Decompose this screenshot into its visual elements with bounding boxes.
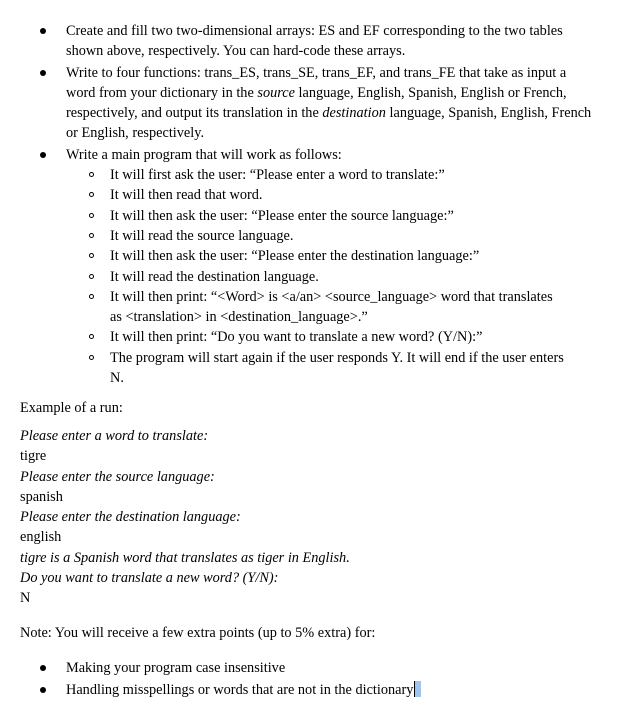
program-step: It will first ask the user: “Please enter a word to translate:” [65, 165, 596, 185]
run-line: Please enter a word to translate: [20, 428, 209, 444]
emphasis-destination: destination [322, 105, 386, 122]
example-run [20, 426, 620, 609]
run-line: N [20, 590, 31, 607]
task-item-arrays [0, 21, 630, 62]
run-line: spanish [20, 488, 63, 505]
bonus-item [0, 657, 630, 679]
program-step: It will then ask the user: “Please enter the source language:” [65, 206, 596, 226]
emphasis-source: source [257, 84, 295, 101]
run-line: Do you want to translate a new word? (Y/N): [20, 570, 279, 587]
text-cursor [414, 681, 421, 697]
task-text: language, Spanish, English, French or English, respectively. [66, 105, 592, 142]
program-step: It will read the source language. [65, 226, 596, 246]
program-steps [65, 165, 596, 388]
run-line: Please enter the destination language: [20, 509, 241, 526]
bonus-list [0, 657, 630, 701]
run-line: Please enter the source language: [20, 468, 215, 485]
task-item-main-program [0, 145, 630, 389]
program-step: The program will start again if the user responds Y. It will end if the user enters N. [65, 348, 596, 389]
task-item-functions [0, 63, 630, 144]
program-step: It will then read that word. [65, 185, 596, 205]
task-text: language, English, Spanish, English or French, respectively, and output its translation in the [66, 84, 567, 122]
task-text: Write a main program that will work as follows: [66, 146, 342, 163]
program-step: It will read the destination language. [65, 267, 596, 287]
task-list [0, 21, 630, 388]
task-text: Write to four functions: trans_ES, trans_SE, trans_EF, and trans_FE that take as input a word from your dictionary in the [66, 64, 567, 101]
run-line: tigre is a Spanish word that translates as tiger in English. [20, 549, 350, 566]
program-step: It will then print: “Do you want to translate a new word? (Y/N):” [65, 327, 596, 347]
bonus-text: Making your program case insensitive [66, 660, 286, 676]
run-line: english [20, 529, 62, 546]
program-step: It will then ask the user: “Please enter the destination language:” [65, 246, 596, 266]
task-text: Create and fill two two-dimensional arrays: ES and EF corresponding to the two tables shown above, respectively. You can hard-code these arrays. [66, 23, 563, 60]
bonus-item [0, 679, 630, 701]
example-heading: Example of a run: [20, 400, 123, 416]
run-line: tigre [20, 448, 47, 465]
bonus-text: Handling misspellings or words that are not in the dictionary [66, 682, 414, 698]
note-text: Note: You will receive a few extra points (up to 5% extra) for: [20, 625, 376, 641]
program-step: It will then print: “<Word> is <a/an> <source_language> word that translates as <translation> in <destination_language>.” [65, 287, 596, 328]
